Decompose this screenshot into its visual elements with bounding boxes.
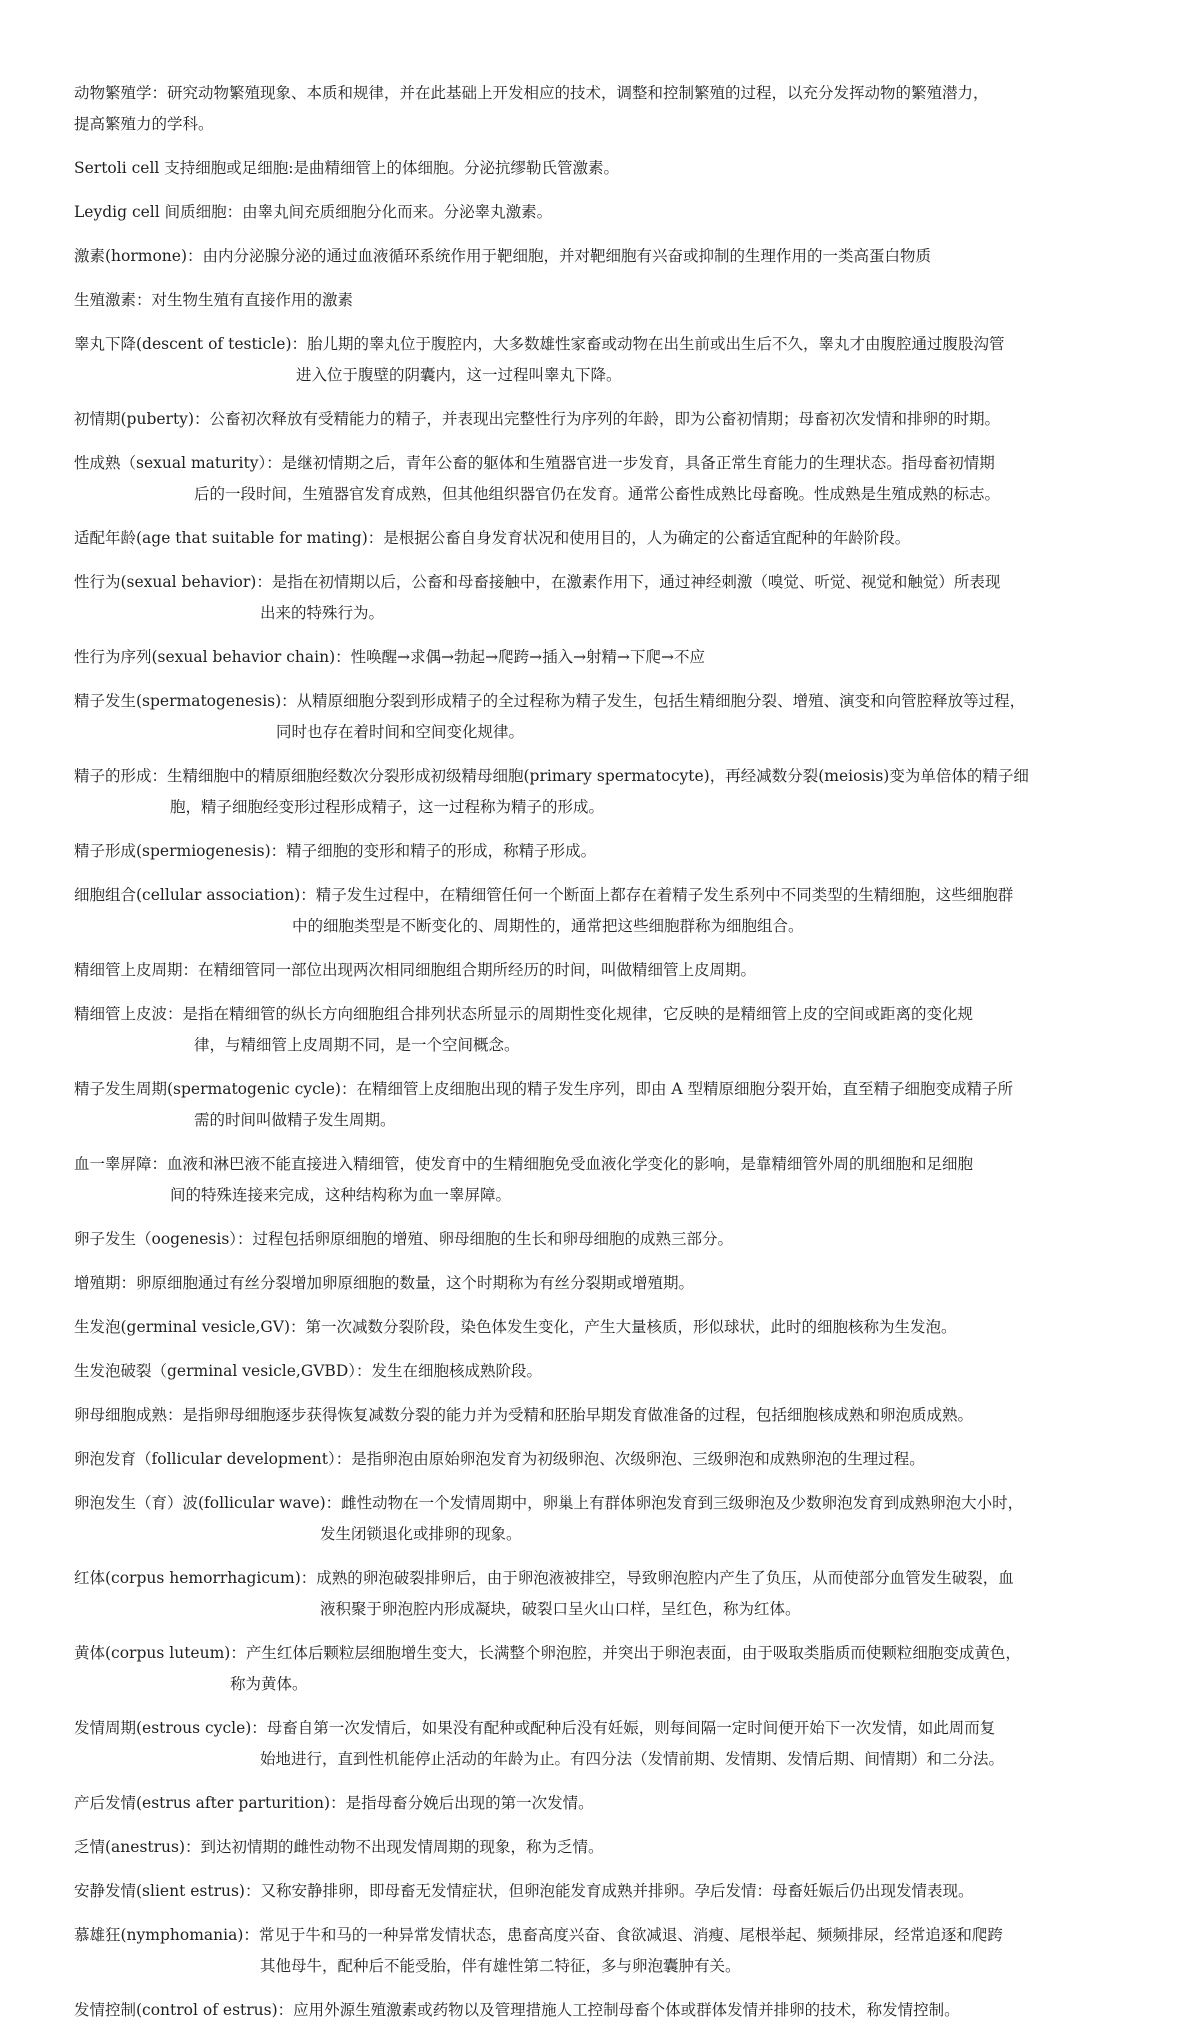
definition-line: 发情控制(control of estrus)：应用外源生殖激素或药物以及管理措施人工控制母畜个体或群体发情并排卵的技术，称发情控制。	[74, 2001, 960, 2019]
definition-continuation: 胞，精子细胞经变形过程形成精子，这一过程称为精子的形成。	[170, 798, 605, 816]
definition-entry	[74, 404, 1119, 435]
definition-line: 精子的形成：生精细胞中的精原细胞经数次分裂形成初级精母细胞(primary spermatocyte)，再经减数分裂(meiosis)变为单倍体的精子细	[74, 767, 1029, 785]
definition-line: 发情周期(estrous cycle)：母畜自第一次发情后，如果没有配种或配种后没有妊娠，则每间隔一定时间便开始下一次发情，如此周而复	[74, 1719, 996, 1737]
definition-line: 卵母细胞成熟：是指卵母细胞逐步获得恢复减数分裂的能力并为受精和胚胎早期发育做准备的过程，包括细胞核成熟和卵泡质成熟。	[74, 1406, 974, 1424]
definition-entry	[74, 880, 1119, 942]
definition-line: 黄体(corpus luteum)：产生红体后颗粒层细胞增生变大，长满整个卵泡腔，并突出于卵泡表面，由于吸取类脂质而使颗粒细胞变成黄色，	[74, 1644, 1021, 1662]
definition-continuation: 中的细胞类型是不断变化的、周期性的，通常把这些细胞群称为细胞组合。	[292, 917, 804, 935]
definition-entry	[74, 1995, 1119, 2026]
definition-entry	[74, 78, 1119, 140]
definition-entry	[74, 1832, 1119, 1863]
definition-entry	[74, 153, 1119, 184]
definition-line: 初情期(puberty)：公畜初次释放有受精能力的精子，并表现出完整性行为序列的年龄，即为公畜初情期；母畜初次发情和排卵的时期。	[74, 410, 1000, 428]
definition-continuation: 后的一段时间，生殖器官发育成熟，但其他组织器官仍在发育。通常公畜性成熟比母畜晚。性成熟是生殖成熟的标志。	[194, 485, 1001, 503]
definition-entry	[74, 523, 1119, 554]
definition-line: 性行为(sexual behavior)：是指在初情期以后，公畜和母畜接触中，在激素作用下，通过神经刺激（嗅觉、听觉、视觉和触觉）所表现	[74, 573, 1001, 591]
definition-line: 适配年龄(age that suitable for mating)：是根据公畜自身发育状况和使用目的，人为确定的公畜适宜配种的年龄阶段。	[74, 529, 911, 547]
definition-entry	[74, 1920, 1119, 1982]
definition-line: 红体(corpus hemorrhagicum)：成熟的卵泡破裂排卵后，由于卵泡液被排空，导致卵泡腔内产生了负压，从而使部分血管发生破裂，血	[74, 1569, 1014, 1587]
definition-line: 激素(hormone)：由内分泌腺分泌的通过血液循环系统作用于靶细胞，并对靶细胞有兴奋或抑制的生理作用的一类高蛋白物质	[74, 247, 932, 265]
definition-line: 精细管上皮周期：在精细管同一部位出现两次相同细胞组合期所经历的时间，叫做精细管上皮周期。	[74, 961, 757, 979]
definition-continuation: 同时也存在着时间和空间变化规律。	[276, 723, 525, 741]
definition-entry	[74, 686, 1119, 748]
definition-continuation: 提高繁殖力的学科。	[74, 115, 214, 133]
definition-continuation: 发生闭锁退化或排卵的现象。	[320, 1525, 522, 1543]
definition-entry	[74, 329, 1119, 391]
definition-continuation: 始地进行，直到性机能停止活动的年龄为止。有四分法（发情前期、发情期、发情后期、间情期）和二分法。	[260, 1750, 1005, 1768]
definition-line: 卵子发生（oogenesis）：过程包括卵原细胞的增殖、卵母细胞的生长和卵母细胞的成熟三部分。	[74, 1230, 734, 1248]
definition-entry	[74, 761, 1119, 823]
definition-line: 细胞组合(cellular association)：精子发生过程中，在精细管任何一个断面上都存在着精子发生系列中不同类型的生精细胞，这些细胞群	[74, 886, 1014, 904]
definition-line: 慕雄狂(nymphomania)：常见于牛和马的一种异常发情状态，患畜高度兴奋、食欲减退、消瘦、尾根举起、频频排尿，经常追逐和爬跨	[74, 1926, 1003, 1944]
definition-entry	[74, 999, 1119, 1061]
definition-entry	[74, 1224, 1119, 1255]
definition-entry	[74, 567, 1119, 629]
definition-entry	[74, 1563, 1119, 1625]
definition-continuation: 律，与精细管上皮周期不同，是一个空间概念。	[194, 1036, 520, 1054]
definition-continuation: 需的时间叫做精子发生周期。	[194, 1111, 396, 1129]
definition-entry	[74, 955, 1119, 986]
definition-continuation: 出来的特殊行为。	[260, 604, 385, 622]
definition-continuation: 进入位于腹壁的阴囊内，这一过程叫睾丸下降。	[296, 366, 622, 384]
definition-continuation: 液积聚于卵泡腔内形成凝块，破裂口呈火山口样，呈红色，称为红体。	[320, 1600, 801, 1618]
definition-entry	[74, 1638, 1119, 1700]
definition-line: 精子发生(spermatogenesis)：从精原细胞分裂到形成精子的全过程称为精子发生，包括生精细胞分裂、增殖、演变和向管腔释放等过程，	[74, 692, 1026, 710]
definition-entry	[74, 1149, 1119, 1211]
definition-entry	[74, 836, 1119, 867]
definition-line: Sertoli cell 支持细胞或足细胞:是曲精细管上的体细胞。分泌抗缪勒氏管激素。	[74, 159, 620, 177]
definition-entry	[74, 1268, 1119, 1299]
definition-line: 乏情(anestrus)：到达初情期的雌性动物不出现发情周期的现象，称为乏情。	[74, 1838, 604, 1856]
definition-line: 生发泡破裂（germinal vesicle,GVBD）：发生在细胞核成熟阶段。	[74, 1362, 542, 1380]
definition-line: 生发泡(germinal vesicle,GV)：第一次减数分裂阶段，染色体发生变化，产生大量核质，形似球状，此时的细胞核称为生发泡。	[74, 1318, 957, 1336]
definition-entry	[74, 1312, 1119, 1343]
definition-entry	[74, 1400, 1119, 1431]
definition-line: 精子发生周期(spermatogenic cycle)：在精细管上皮细胞出现的精子发生序列，即由 A 型精原细胞分裂开始，直至精子细胞变成精子所	[74, 1080, 1013, 1098]
definition-line: 精子形成(spermiogenesis)：精子细胞的变形和精子的形成，称精子形成。	[74, 842, 597, 860]
definition-continuation: 间的特殊连接来完成，这种结构称为血一睾屏障。	[170, 1186, 512, 1204]
definition-entry	[74, 241, 1119, 272]
definition-entry	[74, 1713, 1119, 1775]
definition-continuation: 称为黄体。	[230, 1675, 308, 1693]
definition-line: 安静发情(slient estrus)：又称安静排卵，即母畜无发情症状，但卵泡能发育成熟并排卵。孕后发情：母畜妊娠后仍出现发情表现。	[74, 1882, 974, 1900]
definition-line: 精细管上皮波：是指在精细管的纵长方向细胞组合排列状态所显示的周期性变化规律，它反映的是精细管上皮的空间或距离的变化规	[74, 1005, 974, 1023]
definition-line: Leydig cell 间质细胞：由睾丸间充质细胞分化而来。分泌睾丸激素。	[74, 203, 553, 221]
definition-entry	[74, 1788, 1119, 1819]
definition-line: 卵泡发生（育）波(follicular wave)：雌性动物在一个发情周期中，卵巢上有群体卵泡发育到三级卵泡及少数卵泡发育到成熟卵泡大小时，	[74, 1494, 1024, 1512]
definition-entry	[74, 1488, 1119, 1550]
definition-line: 性成熟（sexual maturity）：是继初情期之后，青年公畜的躯体和生殖器官进一步发育，具备正常生育能力的生理状态。指母畜初情期	[74, 454, 995, 472]
definition-line: 睾丸下降(descent of testicle)：胎儿期的睾丸位于腹腔内，大多数雄性家畜或动物在出生前或出生后不久，睾丸才由腹腔通过腹股沟管	[74, 335, 1005, 353]
definition-line: 性行为序列(sexual behavior chain)：性唤醒→求偶→勃起→爬跨→插入→射精→下爬→不应	[74, 648, 706, 666]
definition-entry	[74, 1356, 1119, 1387]
definition-entry	[74, 1444, 1119, 1475]
definition-line: 动物繁殖学：研究动物繁殖现象、本质和规律，并在此基础上开发相应的技术，调整和控制繁殖的过程，以充分发挥动物的繁殖潜力，	[74, 84, 989, 102]
definition-line: 卵泡发育（follicular development）：是指卵泡由原始卵泡发育为初级卵泡、次级卵泡、三级卵泡和成熟卵泡的生理过程。	[74, 1450, 925, 1468]
definition-line: 血一睾屏障：血液和淋巴液不能直接进入精细管，使发育中的生精细胞免受血液化学变化的影响，是靠精细管外周的肌细胞和足细胞	[74, 1155, 974, 1173]
definition-line: 产后发情(estrus after parturition)：是指母畜分娩后出现的第一次发情。	[74, 1794, 594, 1812]
definition-entry	[74, 642, 1119, 673]
definition-line: 生殖激素：对生物生殖有直接作用的激素	[74, 291, 354, 309]
definition-continuation: 其他母牛，配种后不能受胎，伴有雄性第二特征，多与卵泡囊肿有关。	[260, 1957, 741, 1975]
definition-line: 增殖期：卵原细胞通过有丝分裂增加卵原细胞的数量，这个时期称为有丝分裂期或增殖期。	[74, 1274, 695, 1292]
definition-entry	[74, 1876, 1119, 1907]
definition-entry	[74, 197, 1119, 228]
definition-entry	[74, 1074, 1119, 1136]
definition-entry	[74, 448, 1119, 510]
definition-entry	[74, 285, 1119, 316]
